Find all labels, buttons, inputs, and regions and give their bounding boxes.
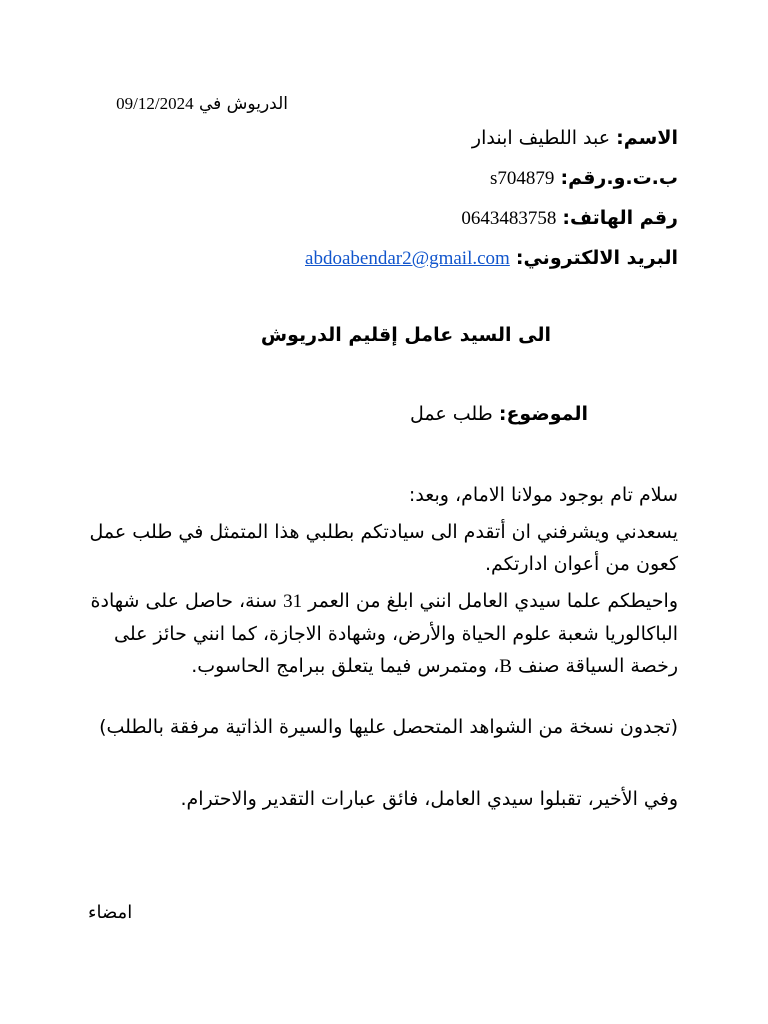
name-label: الاسم:	[616, 127, 678, 149]
subject-label: الموضوع:	[498, 403, 588, 425]
qualifications-text-c: ، ومتمرس فيما يتعلق ببرامج الحاسوب.	[191, 655, 500, 677]
license-class: B	[499, 656, 512, 677]
letter-date: 09/12/2024	[116, 94, 194, 113]
id-value: s704879	[490, 168, 555, 189]
name-value: عبد اللطيف ابندار	[471, 127, 611, 149]
id-label: ب.ت.و.رقم:	[560, 167, 678, 189]
email-link[interactable]: abdoabendar2@gmail.com	[305, 248, 510, 269]
place-date-line	[116, 94, 288, 114]
qualifications-text-a: واحيطكم علما سيدي العامل انني ابلغ من العمر	[308, 590, 678, 612]
place-date-text: الدريوش في	[198, 94, 288, 114]
paragraph-qualifications	[88, 585, 678, 683]
subject-line	[410, 403, 588, 425]
recipient-heading: الى السيد عامل إقليم الدريوش	[260, 324, 551, 346]
closing-paragraph: وفي الأخير، تقبلوا سيدي العامل، فائق عبارات التقدير والاحترام.	[180, 788, 678, 810]
sender-name-line	[472, 127, 678, 149]
signature-label: امضاء	[88, 902, 133, 923]
sender-id-line	[490, 167, 678, 190]
greeting: سلام تام بوجود مولانا الامام، وبعد:	[408, 484, 678, 506]
phone-value: 0643483758	[461, 208, 557, 229]
sender-phone-line	[461, 207, 678, 230]
subject-value: طلب عمل	[409, 403, 493, 425]
qualifications-text-b: سنة، حاصل على شهادة الباكالوريا شعبة علوم الحياة والأرض، وشهادة الاجازة، كما انني حائز على رخصة السياقة صنف	[90, 590, 678, 677]
email-label: البريد الالكتروني:	[515, 247, 678, 269]
paragraph-request: يسعدني ويشرفني ان أتقدم الى سيادتكم بطلبي هذا المتمثل في طلب عمل كعون من أعوان ادارتكم.	[89, 521, 678, 575]
sender-email-line	[305, 247, 678, 270]
paragraph-attachments: (تجدون نسخة من الشواهد المتحصل عليها والسيرة الذاتية مرفقة بالطلب)	[99, 716, 678, 738]
phone-label: رقم الهاتف:	[562, 207, 678, 229]
age-value: 31	[283, 591, 303, 612]
